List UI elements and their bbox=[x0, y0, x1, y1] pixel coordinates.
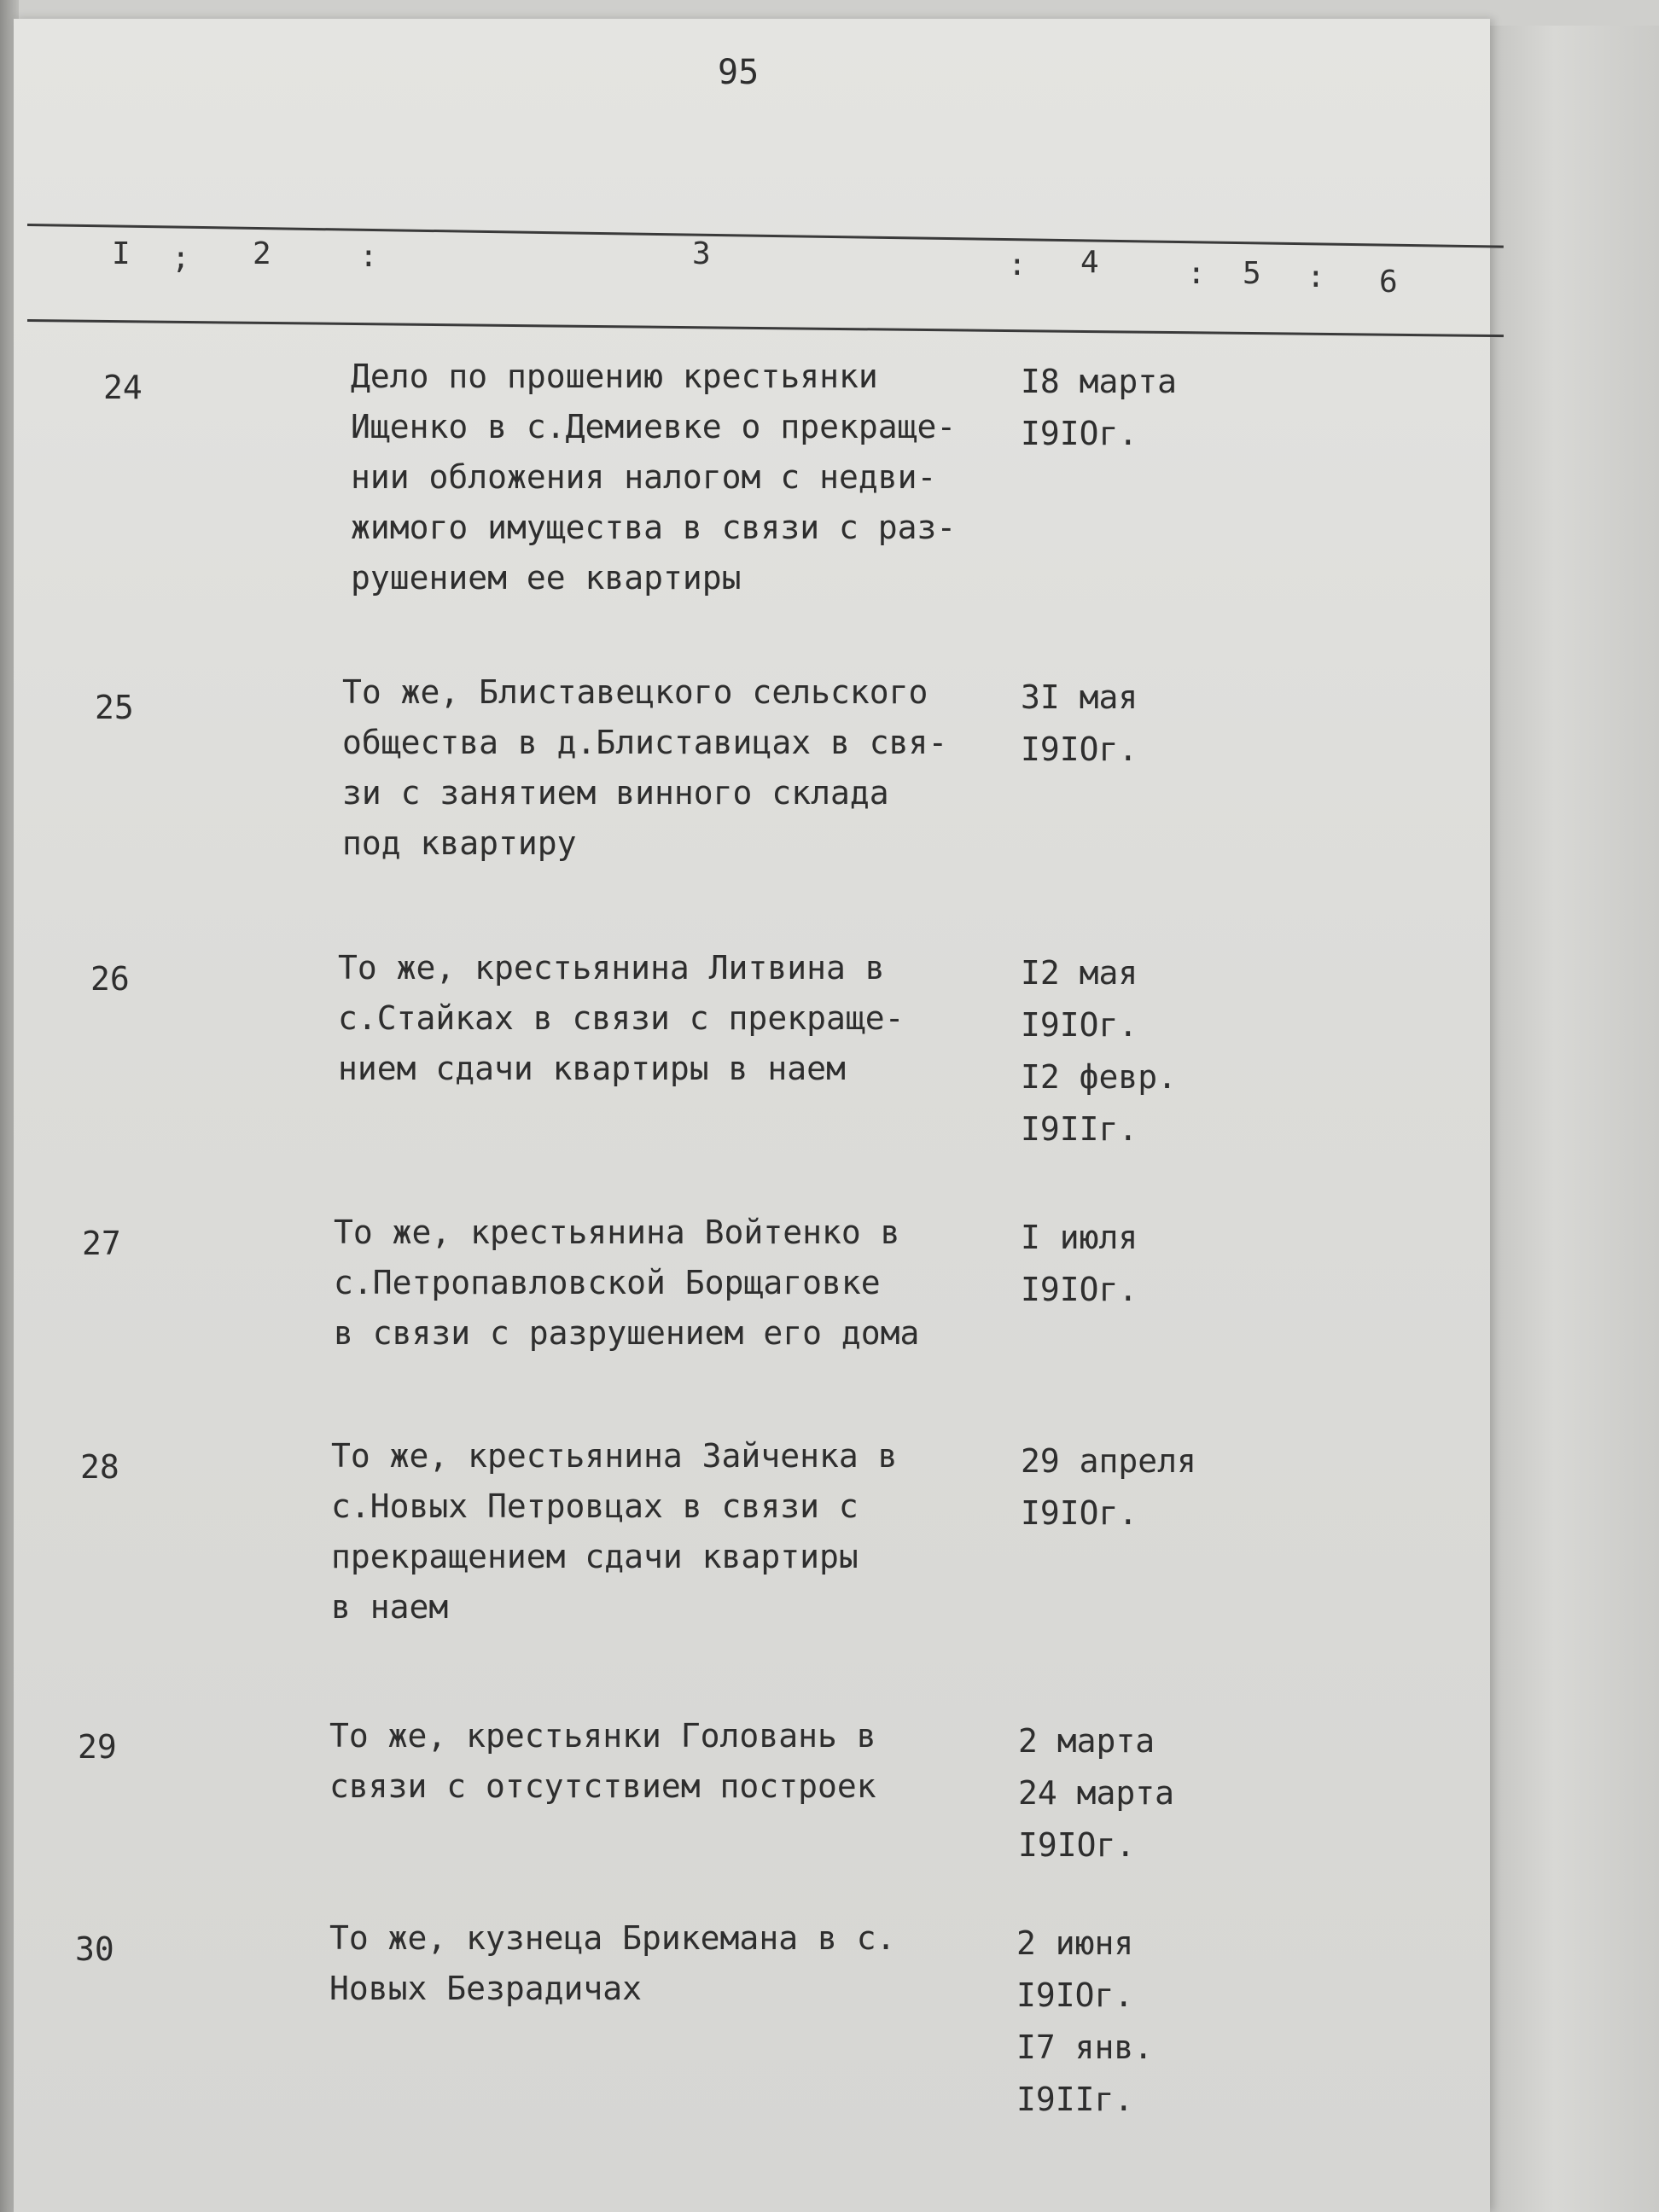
entry-description: То же, Блиставецкого сельского общества в д.Блиставицах в свя- зи с занятием винного склада под квартиру bbox=[342, 673, 948, 862]
underlying-page bbox=[1485, 26, 1659, 2212]
column-separator: : bbox=[1008, 247, 1027, 282]
entry-description: То же, крестьянина Войтенко в с.Петропавловской Борщаговке в связи с разрушением его дома bbox=[334, 1214, 920, 1352]
entry-number: 30 bbox=[75, 1930, 114, 1968]
column-header-1: I bbox=[112, 236, 131, 271]
entry-dates: 3I мая I9IOг. bbox=[1021, 678, 1138, 768]
entry-dates: I8 марта I9IOг. bbox=[1021, 363, 1178, 452]
column-header-2: 2 bbox=[253, 236, 271, 271]
entry-dates: 2 марта 24 марта I9IOг. bbox=[1018, 1722, 1175, 1864]
entry-number: 24 bbox=[103, 369, 143, 406]
entry-dates: 2 июня I9IOг. I7 янв. I9IIг. bbox=[1016, 1924, 1154, 2118]
entry-dates: I2 мая I9IOг. I2 февр. I9IIг. bbox=[1021, 954, 1178, 1148]
header-top-rule bbox=[27, 224, 1504, 248]
entry-dates: 29 апреля I9IOг. bbox=[1021, 1442, 1196, 1532]
column-separator: ; bbox=[172, 241, 190, 276]
entry-number: 26 bbox=[90, 960, 130, 998]
header-bottom-rule bbox=[27, 319, 1504, 337]
entry-dates: I июля I9IOг. bbox=[1021, 1219, 1138, 1308]
entry-description: То же, крестьянина Зайченка в с.Новых Петровцах в связи с прекращением сдачи квартиры в наем bbox=[331, 1437, 898, 1626]
column-header-3: 3 bbox=[692, 236, 711, 271]
entry-number: 28 bbox=[80, 1448, 119, 1486]
entry-number: 27 bbox=[82, 1225, 121, 1262]
column-separator: : bbox=[359, 239, 378, 274]
entry-number: 29 bbox=[78, 1728, 117, 1766]
page-number: 95 bbox=[718, 53, 760, 92]
entry-description: Дело по прошению крестьянки Ищенко в с.Демиевке о прекраще- нии обложения налогом с недви- жимого имущества в связи с раз- рушением ее квартиры bbox=[351, 358, 957, 597]
document-page bbox=[14, 19, 1490, 2212]
entry-description: То же, кузнеца Брикемана в с. Новых Безрадичах bbox=[329, 1919, 896, 2007]
entry-number: 25 bbox=[95, 689, 134, 726]
column-separator: : bbox=[1307, 259, 1325, 294]
column-header-4: 4 bbox=[1080, 245, 1099, 280]
entry-description: То же, крестьянина Литвина в с.Стайках в связи с прекраще- нием сдачи квартиры в наем bbox=[338, 949, 905, 1087]
column-header-5: 5 bbox=[1243, 256, 1261, 291]
column-separator: : bbox=[1187, 256, 1206, 291]
entry-description: То же, крестьянки Головань в связи с отсутствием построек bbox=[329, 1717, 876, 1805]
column-header-6: 6 bbox=[1379, 265, 1398, 300]
